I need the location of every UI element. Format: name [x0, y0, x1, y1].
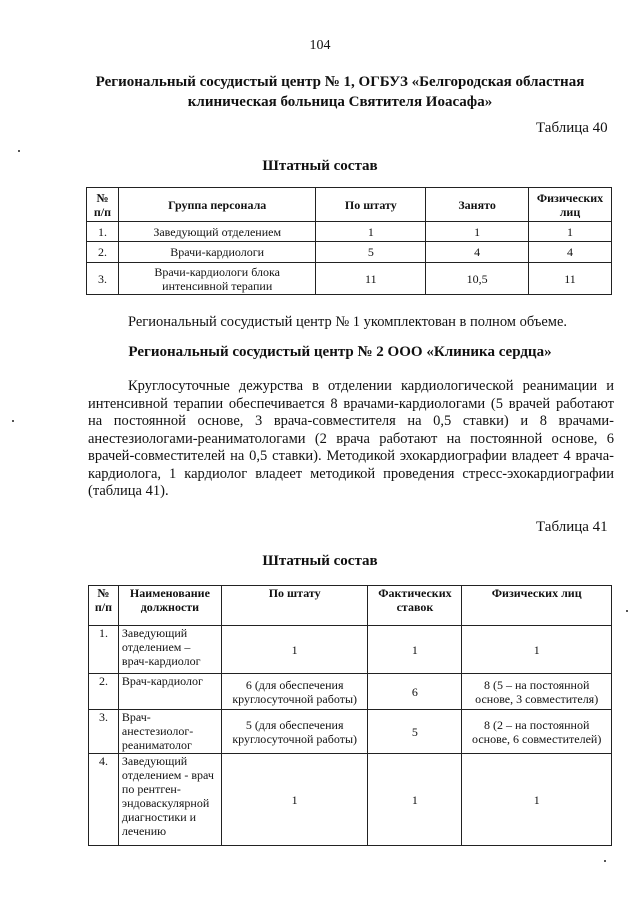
table-header-row: [87, 188, 612, 222]
staff-table-40: [86, 187, 612, 295]
cell: Заведующий отделением: [118, 222, 316, 242]
heading-line: клиническая больница Святителя Иоасафа»: [187, 94, 493, 110]
cell: 8 (5 – на постоянной основе, 3 совместителя): [462, 674, 612, 710]
cell: 1.: [87, 222, 119, 242]
cell: 5: [316, 242, 426, 263]
col-header: Физических лиц: [528, 188, 611, 222]
cell: 11: [316, 263, 426, 295]
cell: 3.: [89, 710, 119, 754]
cell: Заведующий отделением - врач по рентген-эндоваскулярной диагностики и лечению: [118, 754, 221, 846]
scan-speck: [18, 150, 20, 152]
page-number: 104: [309, 38, 331, 53]
body-paragraph: [88, 378, 614, 501]
cell: 3.: [87, 263, 119, 295]
cell: Врачи-кардиологи: [118, 242, 316, 263]
staff-table-41: [88, 585, 612, 846]
heading-line: Региональный сосудистый центр № 1, ОГБУЗ «Белгородская областная: [95, 74, 585, 90]
cell: 1: [316, 222, 426, 242]
cell: 2.: [89, 674, 119, 710]
table-title: Штатный состав: [262, 158, 378, 174]
col-header: Физических лиц: [462, 586, 612, 626]
table-row: [87, 242, 612, 263]
cell: 8 (2 – на постоянной основе, 6 совместителей): [462, 710, 612, 754]
cell: 1: [462, 626, 612, 674]
cell: 6: [368, 674, 462, 710]
cell: 1: [368, 626, 462, 674]
col-header: Фактических ставок: [368, 586, 462, 626]
table-row: [89, 626, 612, 674]
table-row: [89, 710, 612, 754]
cell: 1: [426, 222, 529, 242]
cell: 1: [221, 754, 368, 846]
cell: 1: [368, 754, 462, 846]
cell: 4: [528, 242, 611, 263]
col-header: По штату: [316, 188, 426, 222]
scan-speck: [12, 420, 14, 422]
col-header: По штату: [221, 586, 368, 626]
cell: 6 (для обеспечения круглосуточной работы): [221, 674, 368, 710]
paragraph-text: Круглосуточные дежурства в отделении кардиологической реанимации и интенсивной терапии обеспечивается 8 врачами-кардиологами (5 врачей работают на постоянной основе, 3 врача-совместителя на 0,5 ставки) и 8 врачами- анестезиологами-реаниматологами (2 врача работают на постоянной основе, 6 врачей-совместителей на 0,5 ставки). Методикой эхокардиографии владеет 4 врача-кардиолога, 1 кардиолог владеет методикой проведения стресс-эхокардиографии (таблица 41).: [88, 378, 614, 499]
section-heading-1: [60, 72, 620, 112]
cell: 5: [368, 710, 462, 754]
table-row: [89, 754, 612, 846]
scan-speck: [604, 860, 606, 862]
table-label: Таблица 41: [536, 519, 608, 535]
cell: 11: [528, 263, 611, 295]
col-header: Занято: [426, 188, 529, 222]
cell: 1: [462, 754, 612, 846]
col-header: № п/п: [87, 188, 119, 222]
cell: Заведующий отделением – врач-кардиолог: [118, 626, 221, 674]
cell: 1: [221, 626, 368, 674]
cell: 5 (для обеспечения круглосуточной работы): [221, 710, 368, 754]
cell: Врач-кардиолог: [118, 674, 221, 710]
cell: 1: [528, 222, 611, 242]
section-heading-2: Региональный сосудистый центр № 2 ООО «Клиника сердца»: [128, 344, 552, 360]
cell: Врачи-кардиологи блока интенсивной терапии: [118, 263, 316, 295]
table-title: Штатный состав: [262, 553, 378, 569]
table-row: [87, 222, 612, 242]
table-label: Таблица 40: [536, 120, 608, 136]
cell: 1.: [89, 626, 119, 674]
staffing-note: Региональный сосудистый центр № 1 укомплектован в полном объеме.: [128, 314, 568, 330]
table-row: [89, 674, 612, 710]
cell: 2.: [87, 242, 119, 263]
col-header: Наименование должности: [118, 586, 221, 626]
col-header: Группа персонала: [118, 188, 316, 222]
cell: 4.: [89, 754, 119, 846]
cell: 10,5: [426, 263, 529, 295]
cell: Врач-анестезиолог-реаниматолог: [118, 710, 221, 754]
scan-speck: [626, 610, 628, 612]
table-header-row: [89, 586, 612, 626]
cell: 4: [426, 242, 529, 263]
col-header: № п/п: [89, 586, 119, 626]
table-row: [87, 263, 612, 295]
